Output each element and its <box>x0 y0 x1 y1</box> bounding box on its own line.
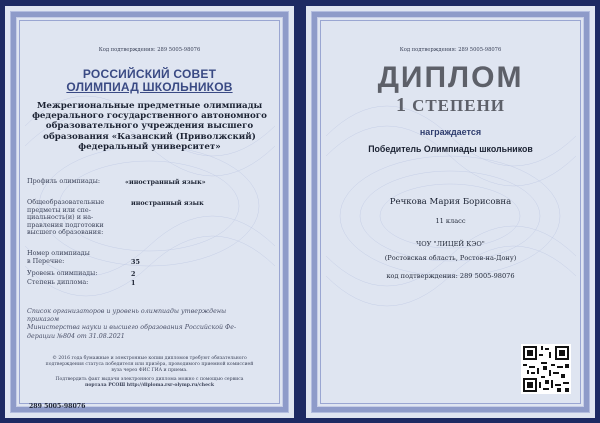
subjects-label-line: Общеобразовательные <box>27 198 105 206</box>
diploma-left-page <box>5 6 294 418</box>
confirmation-code-top: Код подтверждения: 289 5005-98076 <box>399 47 502 53</box>
note-line: Министерства науки и высшего образования Российской Фе- <box>27 324 237 332</box>
degree-number: 1 <box>395 94 407 116</box>
diploma-heading: ДИПЛОМ <box>377 61 524 94</box>
olympiad-number-value: 35 <box>131 258 140 266</box>
council-title-line2: ОЛИМПИАД ШКОЛЬНИКОВ <box>66 80 233 94</box>
university-name <box>15 101 284 152</box>
subjects-label-line: предметы или спе- <box>27 205 91 214</box>
number-label-line: Номер олимпиады <box>27 249 90 257</box>
subjects-label-line: высшего образования: <box>27 228 104 237</box>
qr-code-icon <box>521 344 571 394</box>
degree-word: СТЕПЕНИ <box>412 96 506 115</box>
subjects-label-line: правления подготовки <box>27 220 104 229</box>
grade: 11 класс <box>435 217 466 225</box>
school-name: ЧОУ "ЛИЦЕЙ КЭО" <box>416 240 485 248</box>
note-line: дерации №804 от 31.08.2021 <box>27 332 125 340</box>
diploma-right-page <box>306 6 595 418</box>
fine-print-line: подтверждения статуса победителя или призёра, проводимого приемной комиссией <box>45 362 254 368</box>
fine-print-line: © 2016 года бумажные и электронные копии дипломов требуют обязательного <box>52 356 247 361</box>
fine-print-line: портала РСОШ http://diploma.rsr-olymp.ru/check <box>84 382 215 388</box>
number-label-line: в Перечне: <box>27 256 65 265</box>
note-line: приказом <box>27 316 60 324</box>
fine-print-line: вуза через ФИС ГИА и приема. <box>111 368 188 374</box>
olympiad-level-label: Уровень олимпиады: <box>27 269 98 277</box>
subjects-label <box>27 199 119 237</box>
council-title-line1: РОССИЙСКИЙ СОВЕТ <box>82 67 217 81</box>
subjects-value: иностранный язык <box>131 199 204 207</box>
organizers-note <box>27 308 277 341</box>
winner-title: Победитель Олимпиады школьников <box>368 144 533 154</box>
profile-label: Профиль олимпиады: <box>27 177 100 185</box>
confirmation-code: код подтверждения: 289 5005-98076 <box>386 272 515 280</box>
university-line: Межрегиональные предметные олимпиады <box>36 101 263 111</box>
diploma-degree-label: Степень диплома: <box>27 278 89 286</box>
school-region: (Ростовская область, Ростов-на-Дону) <box>384 254 517 262</box>
note-line: Список организаторов и уровень олимпиады утверждены <box>27 308 227 315</box>
olympiad-number-label <box>27 250 90 265</box>
degree-heading <box>306 94 595 117</box>
fine-print <box>19 356 280 389</box>
confirmation-code-top: Код подтверждения: 289 5005-98076 <box>98 47 201 53</box>
awarded-label: награждается <box>419 127 482 137</box>
diploma-degree-value: 1 <box>131 279 136 287</box>
fine-print-line: Подтвердить факт выдачи электронного диплома можно с помощью сервиса <box>55 376 244 382</box>
profile-value: «иностранный язык» <box>125 178 206 186</box>
university-line: федерального государственного автономного <box>32 111 267 122</box>
university-line: образовательного учреждения высшего <box>45 121 254 132</box>
council-title <box>5 68 294 94</box>
olympiad-level-value: 2 <box>131 270 136 278</box>
bottom-code: 289 5005-98076 <box>29 403 86 410</box>
university-line: образования «Казанский (Приволжский) <box>43 131 256 142</box>
subjects-label-line: циальность(и) и на- <box>27 213 94 222</box>
university-line: федеральный университет» <box>78 141 221 152</box>
recipient-name: Речкова Мария Борисовна <box>389 197 512 207</box>
